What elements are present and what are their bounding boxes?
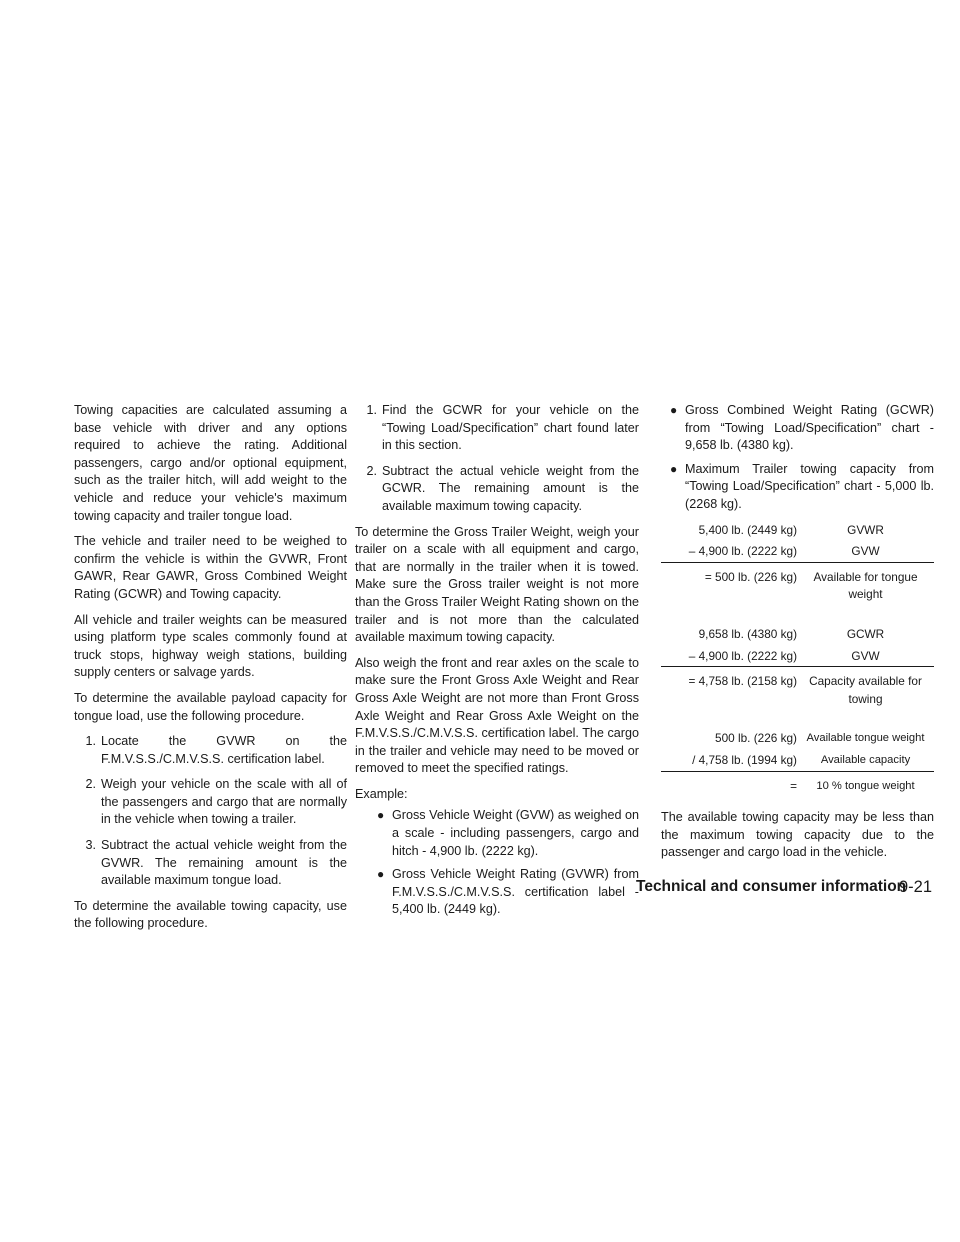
column-middle <box>355 402 639 927</box>
paragraph-axle-weight: Also weigh the front and rear axles on the scale to make sure the Front Gross Axle Weight and Rear Gross Axle Weight are not more than Front Gross Axle Weight and Rear Gross Axle Weight on the F.M.V.S.S./C.M.V.S.S. certification label. The cargo in the trailer and vehicle may need to be moved or removed to meet the specified ratings. <box>355 655 639 776</box>
step-number: 2. <box>85 777 96 792</box>
calc-value: – 4,900 lb. (2222 kg) <box>688 544 797 559</box>
calc-value: 500 lb. (226 kg) <box>715 731 797 746</box>
example-label: Example: <box>355 786 408 801</box>
step-text: Weigh your vehicle on the scale with all of the passengers and cargo that are normally in the vehicle when towing a trailer. <box>101 777 347 827</box>
calc-value: = 500 lb. (226 kg) <box>704 569 797 584</box>
step-text: Subtract the actual vehicle weight from the GCWR. The remaining amount is the available maximum towing capacity. <box>382 463 639 513</box>
calc-label: GVW <box>851 544 880 559</box>
bullet-icon: ● <box>670 403 678 417</box>
list-item <box>355 807 639 860</box>
paragraph-gross-trailer-weight: To determine the Gross Trailer Weight, weigh your trailer on a scale with all equipment and cargo, that are normally in the trailer when it is towed. Make sure the Gross trailer weight is not more than the Gross Trailer Weight Rating shown on the trailer and is not more than the calculated available maximum towing capacity. <box>355 524 639 645</box>
list-item <box>74 776 347 829</box>
bullet-icon: ● <box>670 461 678 476</box>
calc-row <box>661 626 934 644</box>
calc-label: GVWR <box>847 522 884 537</box>
calc-label: Available tongue weight <box>806 732 925 745</box>
list-item <box>661 402 934 455</box>
paragraph-towing-capacities: Towing capacities are calculated assuming a base vehicle with driver and any options required to achieve the rating. Additional passengers, cargo and/or optional equipment, such as the trailer hitch, will add weight to the vehicle and reduce your vehicle's maximum towing capacity and trailer tongue load. <box>74 403 347 523</box>
calc-result-row <box>661 673 934 708</box>
calculation-towing-capacity <box>661 626 934 708</box>
step-text: Find the GCWR for your vehicle on the “Towing Load/Specification” chart found later in this section. <box>382 403 639 453</box>
calc-row <box>661 730 934 748</box>
step-number: 3. <box>85 838 96 853</box>
list-item <box>355 402 639 455</box>
calc-value: = 4,758 lb. (2158 kg) <box>688 674 797 689</box>
calc-result-row <box>661 778 934 796</box>
paragraph-platform-scales: All vehicle and trailer weights can be measured using platform type scales commonly found at truck stops, highway weigh stations, building supply centers or salvage yards. <box>74 612 347 680</box>
bullet-text: Maximum Trailer towing capacity from “Towing Load/Specification” chart - 5,000 lb. (2268 kg). <box>685 461 934 511</box>
step-number: 1. <box>366 403 377 417</box>
calc-row <box>661 543 934 563</box>
step-text: Locate the GVWR on the F.M.V.S.S./C.M.V.S.S. certification label. <box>101 734 347 766</box>
calc-result-row <box>661 569 934 604</box>
calc-label: Available for tongue weight <box>813 569 918 602</box>
calc-value: 5,400 lb. (2449 kg) <box>698 522 797 537</box>
calc-label: GVW <box>851 648 880 663</box>
calc-row <box>661 752 934 772</box>
calc-value: – 4,900 lb. (2222 kg) <box>688 648 797 663</box>
calc-row <box>661 522 934 540</box>
step-number: 2. <box>366 463 377 478</box>
calc-row <box>661 648 934 668</box>
calc-label: Capacity available for towing <box>809 674 922 706</box>
example-bullets-continued <box>661 402 934 514</box>
calc-value: / 4,758 lb. (1994 kg) <box>692 752 797 767</box>
calc-value: = <box>790 778 797 793</box>
column-left <box>74 402 347 941</box>
step-text: Subtract the actual vehicle weight from the GVWR. The remaining amount is the available maximum tongue load. <box>101 838 347 888</box>
payload-procedure-list <box>74 733 347 890</box>
paragraph-weigh-vehicle: The vehicle and trailer need to be weighed to confirm the vehicle is within the GVWR, Front GAWR, Rear GAWR, Gross Combined Weight Rating (GCWR) and Towing capacity. <box>74 534 347 601</box>
bullet-icon: ● <box>377 808 385 823</box>
example-bullets <box>355 807 639 919</box>
list-item <box>74 733 347 768</box>
calc-value: 9,658 lb. (4380 kg) <box>698 626 797 641</box>
bullet-text: Gross Combined Weight Rating (GCWR) from “Towing Load/Specification” chart - 9,658 lb. (4380 kg). <box>685 403 934 453</box>
calc-label: GCWR <box>846 626 885 641</box>
step-number: 1. <box>85 734 96 749</box>
paragraph-capacity-note: The available towing capacity may be less than the maximum towing capacity due to the passenger and cargo load in the vehicle. <box>661 810 934 860</box>
calculation-tongue-percent <box>661 730 934 795</box>
calculation-tongue-weight <box>661 522 934 604</box>
bullet-text: Gross Vehicle Weight Rating (GVWR) from F.M.V.S.S./C.M.V.S.S. certification label - 5,400 lb. (2449 kg). <box>392 867 639 917</box>
paragraph-towing-intro: To determine the available towing capacity, use the following procedure. <box>74 898 347 931</box>
calc-label: Available capacity <box>820 753 911 766</box>
towing-procedure-list <box>355 402 639 516</box>
column-right <box>661 402 934 870</box>
bullet-icon: ● <box>377 867 385 882</box>
list-item <box>355 866 639 919</box>
section-title: Technical and consumer information <box>636 878 907 895</box>
paragraph-payload-intro: To determine the available payload capacity for tongue load, use the following procedure. <box>74 690 347 723</box>
list-item <box>661 461 934 514</box>
list-item <box>355 463 639 516</box>
page-number: 9-21 <box>899 878 933 896</box>
bullet-text: Gross Vehicle Weight (GVW) as weighed on a scale - including passengers, cargo and hitch - 4,900 lb. (2222 kg). <box>392 808 639 858</box>
calc-label: 10 % tongue weight <box>816 779 915 792</box>
list-item <box>74 837 347 890</box>
